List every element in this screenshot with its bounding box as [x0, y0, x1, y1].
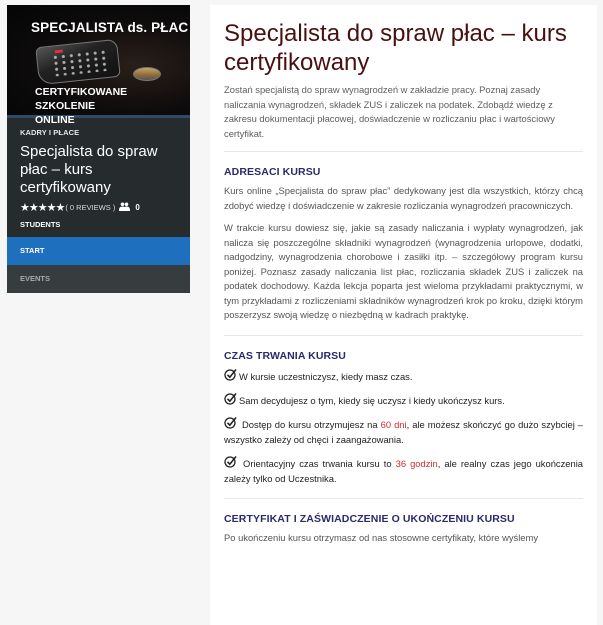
duration-item-text-before: Dostęp do kursu otrzymujesz na	[242, 418, 381, 430]
nav-item-events[interactable]: EVENTS	[7, 265, 190, 293]
course-sidebar	[7, 5, 190, 293]
duration-item	[224, 368, 583, 384]
banner-subtitle	[35, 85, 190, 127]
section-heading-czas: CZAS TRWANIA KURSU	[224, 349, 346, 362]
duration-item-text-before: Orientacyjny czas trwania kursu to	[243, 457, 396, 469]
section-czas-trwania	[224, 350, 583, 499]
check-circle-icon	[224, 455, 237, 468]
check-circle-icon	[224, 392, 237, 405]
adresaci-paragraph-1: Kurs online „Specjalista do spraw płac” dedykowany jest dla wszystkich, którzy chcą zdobyć wiedzę i doświadczenie w zakresie rozliczania wynagrodzeń pracowniczych.	[224, 185, 583, 211]
banner-subtitle-line2: ONLINE	[35, 114, 75, 126]
banner-title: SPECJALISTA ds. PŁAC	[31, 20, 189, 35]
page-title: Specjalista do spraw płac – kurs certyfikowany	[224, 20, 567, 76]
certyfikat-paragraph-1: Po ukończeniu kursu otrzymasz od nas stosowne certyfikaty, które wyślemy	[224, 531, 539, 543]
duration-item-text-after: , ale realny czas jego ukończenia zależy tylko od Uczestnika.	[224, 457, 584, 484]
check-circle-icon	[224, 368, 237, 381]
calculator-illustration	[35, 39, 121, 85]
duration-item-text: Sam decydujesz o tym, kiedy się uczysz i kiedy ukończysz kurs.	[239, 394, 505, 406]
reviews-count: ( 0 REVIEWS )	[65, 203, 116, 212]
duration-item	[224, 392, 583, 408]
adresaci-paragraph-2: W trakcie kursu dowiesz się, jakie są zasady naliczania i wypłaty wynagrodzeń, jak nalicza się poszczególne składniki wynagrodzeń (wynagrodzenia urlopowe, dodatki, nadgodziny, wynagrodzenia chorobowe i zasiłki itp. – szczegółowy program kursu poniżej. Poznasz zasady naliczania list płac, rozliczania składek ZUS i zaliczek na podatek dochodowy. Każda lekcja poparta jest wieloma przykładami praktycznymi, w tym przykładami z rozliczeniami składników wynagrodzeń krok po kroku, dzięki którym poszerzysz swoją wiedzę o niezbędną w kadrach praktykę.	[224, 222, 583, 320]
course-hours-highlight: 36 godzin	[395, 457, 438, 469]
course-info	[7, 115, 190, 237]
access-days-highlight: 60 dni	[380, 418, 407, 430]
students-label: STUDENTS	[20, 220, 61, 229]
section-adresaci	[224, 166, 583, 336]
course-banner-image	[7, 5, 190, 126]
section-heading-certyfikat: CERTYFIKAT I ZAŚWIADCZENIE O UKOŃCZENIU KURSU	[224, 512, 515, 525]
section-certyfikat	[224, 513, 583, 546]
users-icon	[119, 202, 130, 213]
course-content	[210, 5, 597, 625]
calculator-keys	[51, 49, 109, 77]
check-circle-icon	[224, 416, 237, 429]
star-rating-icons: ★★★★★	[20, 202, 65, 214]
course-nav	[7, 237, 190, 293]
duration-item	[224, 455, 583, 486]
banner-subtitle-line1: CERTYFIKOWANE SZKOLENIE	[35, 86, 128, 112]
duration-item	[224, 416, 583, 447]
duration-item-text: W kursie uczestniczysz, kiedy masz czas.	[239, 370, 413, 382]
duration-item-text-after: , ale możesz skończyć go dużo szybciej – wszystko zależy od chęci i zaangażowania.	[224, 418, 584, 445]
section-heading-adresaci: ADRESACI KURSU	[224, 166, 321, 178]
nav-item-start[interactable]: START	[7, 237, 190, 265]
rating-row	[20, 201, 177, 214]
sidebar-course-title: Specjalista do spraw płac – kurs certyfikowany	[20, 143, 158, 196]
course-category[interactable]: KADRY I PŁACE	[20, 128, 80, 137]
students-count: 0	[135, 203, 140, 212]
course-lead-text: Zostań specjalistą do spraw wynagrodzeń w zakładzie pracy. Poznaj zasady naliczania wynagrodzeń, składek ZUS i zaliczek na podatek. Zdobądź wiedzę z zakresu dokumentacji płacowej, doświadczenie w rozliczaniu płac i wartościowy certyfikat.	[224, 83, 583, 152]
coin-illustration	[133, 67, 161, 81]
